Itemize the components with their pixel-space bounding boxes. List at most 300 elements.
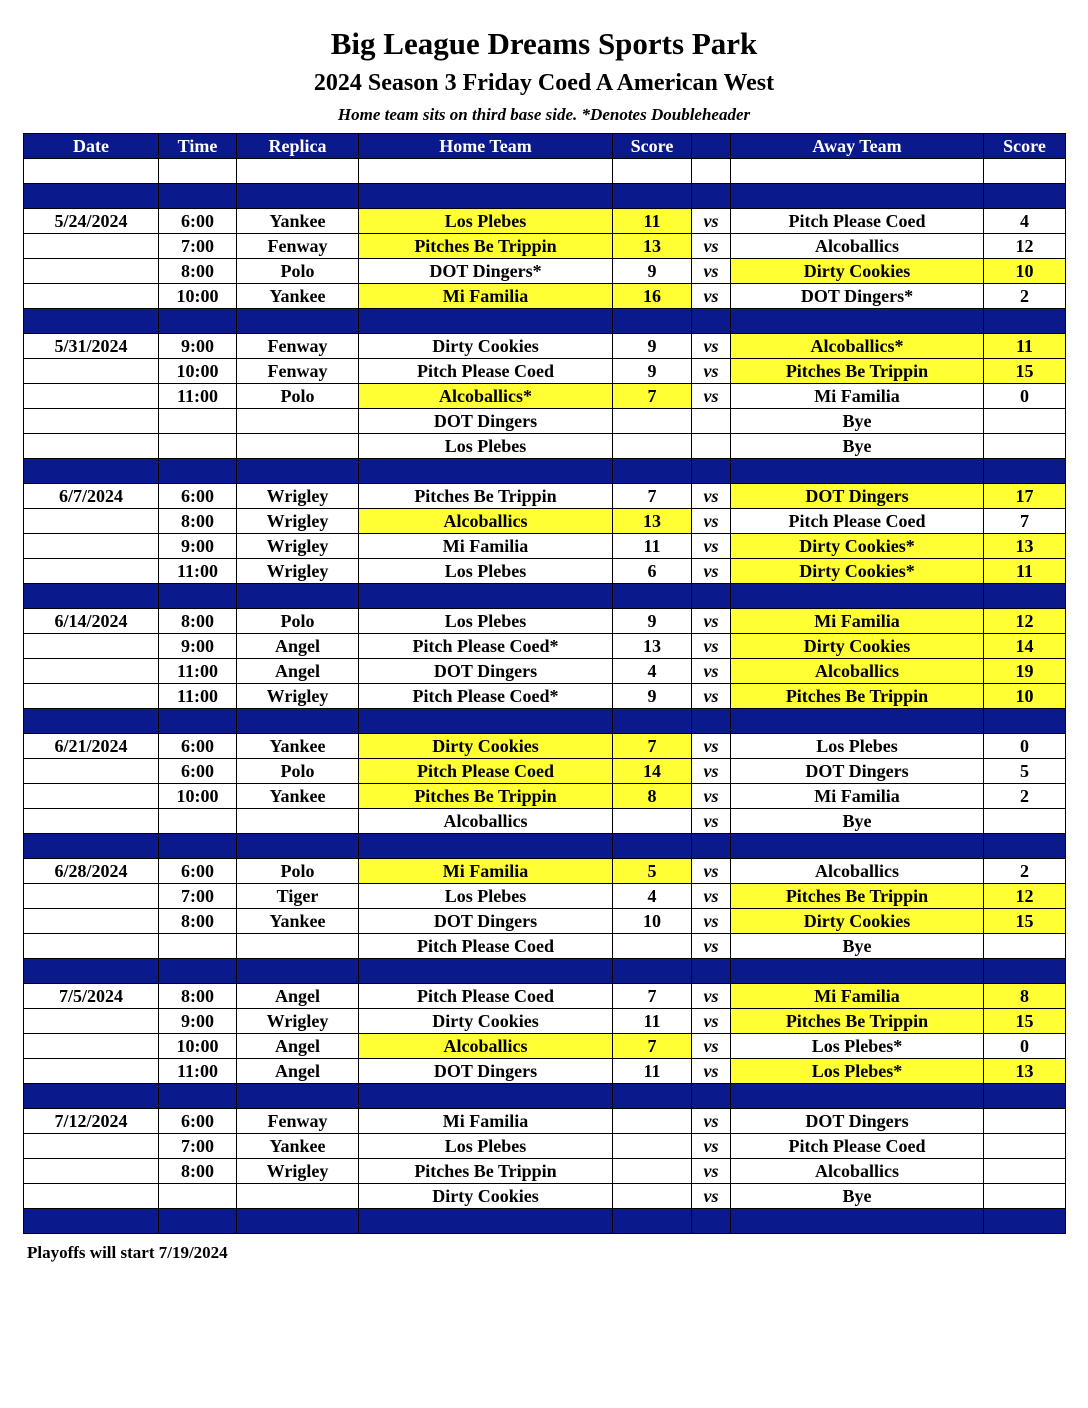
game-replica	[237, 1184, 359, 1209]
table-row	[24, 859, 1066, 884]
game-date-empty	[24, 384, 159, 409]
home-team: Alcoballics	[359, 1034, 613, 1059]
away-score: 8	[984, 984, 1066, 1009]
game-time: 6:00	[159, 1109, 237, 1134]
home-team: Pitches Be Trippin	[359, 1159, 613, 1184]
home-team: Los Plebes	[359, 609, 613, 634]
week-separator	[24, 584, 1066, 609]
vs-label: vs	[692, 634, 731, 659]
home-team: Alcoballics*	[359, 384, 613, 409]
game-replica	[237, 434, 359, 459]
home-score: 7	[613, 984, 692, 1009]
vs-label: vs	[692, 1159, 731, 1184]
away-team: DOT Dingers	[731, 484, 984, 509]
vs-label: vs	[692, 1184, 731, 1209]
game-replica: Wrigley	[237, 1009, 359, 1034]
home-team: Los Plebes	[359, 884, 613, 909]
away-score: 2	[984, 859, 1066, 884]
game-date-empty	[24, 1159, 159, 1184]
vs-label: vs	[692, 534, 731, 559]
vs-label: vs	[692, 484, 731, 509]
away-score	[984, 434, 1066, 459]
vs-label: vs	[692, 984, 731, 1009]
away-team: Dirty Cookies	[731, 634, 984, 659]
game-date: 6/21/2024	[24, 734, 159, 759]
game-date-empty	[24, 809, 159, 834]
game-replica: Fenway	[237, 359, 359, 384]
table-row	[24, 609, 1066, 634]
table-row	[24, 934, 1066, 959]
game-replica: Fenway	[237, 1109, 359, 1134]
table-row	[24, 659, 1066, 684]
vs-label: vs	[692, 884, 731, 909]
game-replica: Wrigley	[237, 509, 359, 534]
game-time: 6:00	[159, 859, 237, 884]
home-team: Mi Familia	[359, 534, 613, 559]
home-team: Pitch Please Coed*	[359, 634, 613, 659]
game-replica: Angel	[237, 1059, 359, 1084]
away-score: 15	[984, 909, 1066, 934]
col-header-home-team: Home Team	[359, 134, 613, 159]
game-replica: Wrigley	[237, 1159, 359, 1184]
home-team: Los Plebes	[359, 559, 613, 584]
game-replica: Yankee	[237, 284, 359, 309]
home-score: 11	[613, 209, 692, 234]
away-score: 0	[984, 1034, 1066, 1059]
home-score	[613, 809, 692, 834]
away-team: Alcoballics*	[731, 334, 984, 359]
game-date: 5/24/2024	[24, 209, 159, 234]
vs-label: vs	[692, 284, 731, 309]
vs-label: vs	[692, 509, 731, 534]
col-header-time: Time	[159, 134, 237, 159]
game-date-empty	[24, 559, 159, 584]
table-row	[24, 559, 1066, 584]
away-score: 11	[984, 559, 1066, 584]
home-score: 8	[613, 784, 692, 809]
game-time: 10:00	[159, 359, 237, 384]
away-score: 2	[984, 284, 1066, 309]
away-score: 0	[984, 734, 1066, 759]
away-score: 13	[984, 1059, 1066, 1084]
game-replica: Angel	[237, 659, 359, 684]
home-score	[613, 409, 692, 434]
week-separator	[24, 184, 1066, 209]
table-row	[24, 484, 1066, 509]
away-team: Alcoballics	[731, 234, 984, 259]
vs-label: vs	[692, 234, 731, 259]
vs-label: vs	[692, 659, 731, 684]
game-date-empty	[24, 634, 159, 659]
away-team: Mi Familia	[731, 384, 984, 409]
game-date-empty	[24, 909, 159, 934]
away-score	[984, 809, 1066, 834]
game-date-empty	[24, 509, 159, 534]
away-team: Bye	[731, 409, 984, 434]
home-team: Dirty Cookies	[359, 334, 613, 359]
game-date-empty	[24, 1134, 159, 1159]
vs-label	[692, 409, 731, 434]
vs-label: vs	[692, 259, 731, 284]
game-replica: Polo	[237, 259, 359, 284]
game-replica: Angel	[237, 984, 359, 1009]
away-score: 14	[984, 634, 1066, 659]
away-score: 12	[984, 609, 1066, 634]
table-row	[24, 409, 1066, 434]
away-score: 11	[984, 334, 1066, 359]
col-header-away-team: Away Team	[731, 134, 984, 159]
game-date: 6/7/2024	[24, 484, 159, 509]
week-separator	[24, 1084, 1066, 1109]
home-team: Mi Familia	[359, 1109, 613, 1134]
week-separator	[24, 959, 1066, 984]
away-team: Dirty Cookies	[731, 259, 984, 284]
game-time: 10:00	[159, 284, 237, 309]
col-header-home-score: Score	[613, 134, 692, 159]
home-team: Dirty Cookies	[359, 1184, 613, 1209]
vs-label: vs	[692, 684, 731, 709]
game-date-empty	[24, 259, 159, 284]
game-replica: Wrigley	[237, 559, 359, 584]
away-team: Alcoballics	[731, 1159, 984, 1184]
away-team: Los Plebes*	[731, 1034, 984, 1059]
game-replica: Polo	[237, 609, 359, 634]
home-team: DOT Dingers*	[359, 259, 613, 284]
game-replica: Wrigley	[237, 534, 359, 559]
game-replica: Wrigley	[237, 684, 359, 709]
vs-label: vs	[692, 934, 731, 959]
game-time: 6:00	[159, 209, 237, 234]
game-date-empty	[24, 884, 159, 909]
week-separator	[24, 834, 1066, 859]
vs-label: vs	[692, 384, 731, 409]
vs-label: vs	[692, 559, 731, 584]
table-row	[24, 884, 1066, 909]
game-time: 6:00	[159, 484, 237, 509]
away-team: Pitches Be Trippin	[731, 684, 984, 709]
vs-label: vs	[692, 359, 731, 384]
home-score: 16	[613, 284, 692, 309]
game-date-empty	[24, 534, 159, 559]
game-time: 9:00	[159, 534, 237, 559]
vs-label: vs	[692, 1034, 731, 1059]
game-time: 11:00	[159, 559, 237, 584]
home-score: 7	[613, 484, 692, 509]
playoffs-note: Playoffs will start 7/19/2024	[27, 1243, 228, 1262]
game-replica: Yankee	[237, 1134, 359, 1159]
away-team: Dirty Cookies	[731, 909, 984, 934]
table-row	[24, 384, 1066, 409]
game-date-empty	[24, 934, 159, 959]
away-team: Los Plebes*	[731, 1059, 984, 1084]
game-time: 11:00	[159, 1059, 237, 1084]
game-time: 7:00	[159, 234, 237, 259]
game-date: 6/14/2024	[24, 609, 159, 634]
home-score	[613, 934, 692, 959]
table-row	[24, 809, 1066, 834]
table-row	[24, 1009, 1066, 1034]
game-replica: Yankee	[237, 734, 359, 759]
home-score: 7	[613, 384, 692, 409]
col-header-date: Date	[24, 134, 159, 159]
game-replica	[237, 934, 359, 959]
table-row	[24, 534, 1066, 559]
home-score: 4	[613, 884, 692, 909]
home-team: DOT Dingers	[359, 909, 613, 934]
table-row	[24, 784, 1066, 809]
col-header-replica: Replica	[237, 134, 359, 159]
game-time: 11:00	[159, 684, 237, 709]
game-time	[159, 409, 237, 434]
game-replica: Yankee	[237, 909, 359, 934]
home-team: Pitch Please Coed	[359, 359, 613, 384]
home-score: 7	[613, 1034, 692, 1059]
home-score	[613, 1134, 692, 1159]
game-replica: Polo	[237, 759, 359, 784]
blank-row	[24, 159, 1066, 184]
away-score	[984, 1109, 1066, 1134]
away-team: Mi Familia	[731, 784, 984, 809]
page-subtitle: 2024 Season 3 Friday Coed A American West	[313, 70, 775, 96]
game-time: 8:00	[159, 984, 237, 1009]
home-score: 13	[613, 634, 692, 659]
schedule-body	[24, 159, 1066, 1234]
away-team: Dirty Cookies*	[731, 534, 984, 559]
table-row	[24, 334, 1066, 359]
home-team: Pitches Be Trippin	[359, 784, 613, 809]
away-team: DOT Dingers	[731, 1109, 984, 1134]
home-score: 7	[613, 734, 692, 759]
vs-label: vs	[692, 609, 731, 634]
vs-label: vs	[692, 1134, 731, 1159]
table-row	[24, 259, 1066, 284]
home-score: 5	[613, 859, 692, 884]
home-team: Pitch Please Coed	[359, 934, 613, 959]
home-score: 4	[613, 659, 692, 684]
game-date-empty	[24, 1184, 159, 1209]
away-team: Bye	[731, 809, 984, 834]
game-time: 7:00	[159, 1134, 237, 1159]
home-score: 11	[613, 1059, 692, 1084]
away-score	[984, 1134, 1066, 1159]
game-replica	[237, 809, 359, 834]
away-score: 17	[984, 484, 1066, 509]
home-team: Pitch Please Coed	[359, 759, 613, 784]
away-team: Alcoballics	[731, 659, 984, 684]
col-header-away-score: Score	[984, 134, 1066, 159]
home-score: 9	[613, 334, 692, 359]
home-score	[613, 1109, 692, 1134]
game-date-empty	[24, 284, 159, 309]
home-team: Dirty Cookies	[359, 734, 613, 759]
away-team: Pitches Be Trippin	[731, 1009, 984, 1034]
away-team: Pitches Be Trippin	[731, 884, 984, 909]
away-score: 7	[984, 509, 1066, 534]
away-team: Pitch Please Coed	[731, 1134, 984, 1159]
away-team: Mi Familia	[731, 984, 984, 1009]
vs-label: vs	[692, 909, 731, 934]
game-time: 9:00	[159, 1009, 237, 1034]
away-score: 19	[984, 659, 1066, 684]
game-replica: Angel	[237, 1034, 359, 1059]
game-time: 11:00	[159, 659, 237, 684]
away-score: 10	[984, 684, 1066, 709]
week-separator	[24, 309, 1066, 334]
table-row	[24, 984, 1066, 1009]
home-team: Los Plebes	[359, 434, 613, 459]
home-score: 9	[613, 684, 692, 709]
home-score	[613, 1184, 692, 1209]
home-score: 10	[613, 909, 692, 934]
table-row	[24, 734, 1066, 759]
away-score: 5	[984, 759, 1066, 784]
game-date-empty	[24, 1009, 159, 1034]
away-team: Los Plebes	[731, 734, 984, 759]
away-score: 12	[984, 884, 1066, 909]
game-replica: Fenway	[237, 234, 359, 259]
home-team: Pitches Be Trippin	[359, 234, 613, 259]
home-score: 13	[613, 234, 692, 259]
away-team: DOT Dingers*	[731, 284, 984, 309]
game-time	[159, 934, 237, 959]
away-score: 15	[984, 359, 1066, 384]
game-date: 5/31/2024	[24, 334, 159, 359]
vs-label: vs	[692, 859, 731, 884]
vs-label: vs	[692, 734, 731, 759]
home-team: Pitch Please Coed	[359, 984, 613, 1009]
away-team: Mi Familia	[731, 609, 984, 634]
game-date-empty	[24, 234, 159, 259]
home-team: DOT Dingers	[359, 409, 613, 434]
away-score: 15	[984, 1009, 1066, 1034]
game-time	[159, 434, 237, 459]
game-replica: Wrigley	[237, 484, 359, 509]
away-team: Pitch Please Coed	[731, 509, 984, 534]
home-team: Alcoballics	[359, 509, 613, 534]
home-score: 14	[613, 759, 692, 784]
table-row	[24, 234, 1066, 259]
week-separator	[24, 459, 1066, 484]
table-row	[24, 509, 1066, 534]
game-replica: Tiger	[237, 884, 359, 909]
vs-label	[692, 434, 731, 459]
away-team: Pitches Be Trippin	[731, 359, 984, 384]
away-score: 10	[984, 259, 1066, 284]
away-team: Bye	[731, 934, 984, 959]
game-replica: Yankee	[237, 784, 359, 809]
home-score	[613, 1159, 692, 1184]
game-time: 9:00	[159, 334, 237, 359]
home-team: Pitches Be Trippin	[359, 484, 613, 509]
home-score: 11	[613, 534, 692, 559]
home-team: DOT Dingers	[359, 1059, 613, 1084]
vs-label: vs	[692, 1109, 731, 1134]
away-score: 0	[984, 384, 1066, 409]
home-team: Dirty Cookies	[359, 1009, 613, 1034]
game-time: 7:00	[159, 884, 237, 909]
vs-label: vs	[692, 209, 731, 234]
game-replica: Polo	[237, 859, 359, 884]
home-score: 9	[613, 359, 692, 384]
game-time	[159, 1184, 237, 1209]
game-date: 7/12/2024	[24, 1109, 159, 1134]
week-separator	[24, 709, 1066, 734]
game-time: 10:00	[159, 784, 237, 809]
away-score: 13	[984, 534, 1066, 559]
home-score: 9	[613, 259, 692, 284]
game-date-empty	[24, 659, 159, 684]
home-team: Mi Familia	[359, 859, 613, 884]
vs-label: vs	[692, 1059, 731, 1084]
table-row	[24, 1109, 1066, 1134]
game-date: 7/5/2024	[24, 984, 159, 1009]
home-team: Alcoballics	[359, 809, 613, 834]
table-row	[24, 209, 1066, 234]
home-score: 13	[613, 509, 692, 534]
table-row	[24, 434, 1066, 459]
game-replica: Fenway	[237, 334, 359, 359]
game-date-empty	[24, 409, 159, 434]
vs-label: vs	[692, 1009, 731, 1034]
game-time: 8:00	[159, 609, 237, 634]
table-row	[24, 1184, 1066, 1209]
vs-label: vs	[692, 334, 731, 359]
table-row	[24, 909, 1066, 934]
schedule-table	[23, 133, 1066, 1234]
vs-label: vs	[692, 784, 731, 809]
table-row	[24, 759, 1066, 784]
home-team: Mi Familia	[359, 284, 613, 309]
away-score	[984, 1184, 1066, 1209]
away-team: Bye	[731, 1184, 984, 1209]
home-team: DOT Dingers	[359, 659, 613, 684]
away-score	[984, 409, 1066, 434]
game-time: 6:00	[159, 759, 237, 784]
game-time: 8:00	[159, 909, 237, 934]
table-row	[24, 284, 1066, 309]
game-replica: Angel	[237, 634, 359, 659]
table-row	[24, 1134, 1066, 1159]
game-date-empty	[24, 684, 159, 709]
col-header-vs	[692, 134, 731, 159]
game-date-empty	[24, 784, 159, 809]
table-row	[24, 1059, 1066, 1084]
vs-label: vs	[692, 759, 731, 784]
game-date-empty	[24, 1059, 159, 1084]
game-replica: Yankee	[237, 209, 359, 234]
away-score	[984, 934, 1066, 959]
game-time	[159, 809, 237, 834]
away-score: 12	[984, 234, 1066, 259]
table-row	[24, 684, 1066, 709]
table-header-row	[24, 134, 1066, 159]
game-time: 8:00	[159, 509, 237, 534]
home-score: 6	[613, 559, 692, 584]
away-team: Alcoballics	[731, 859, 984, 884]
away-score: 4	[984, 209, 1066, 234]
game-replica: Polo	[237, 384, 359, 409]
game-time: 8:00	[159, 1159, 237, 1184]
game-date-empty	[24, 759, 159, 784]
away-team: Dirty Cookies*	[731, 559, 984, 584]
week-separator	[24, 1209, 1066, 1234]
game-time: 10:00	[159, 1034, 237, 1059]
table-row	[24, 359, 1066, 384]
table-row	[24, 1159, 1066, 1184]
home-score	[613, 434, 692, 459]
game-time: 8:00	[159, 259, 237, 284]
game-time: 6:00	[159, 734, 237, 759]
